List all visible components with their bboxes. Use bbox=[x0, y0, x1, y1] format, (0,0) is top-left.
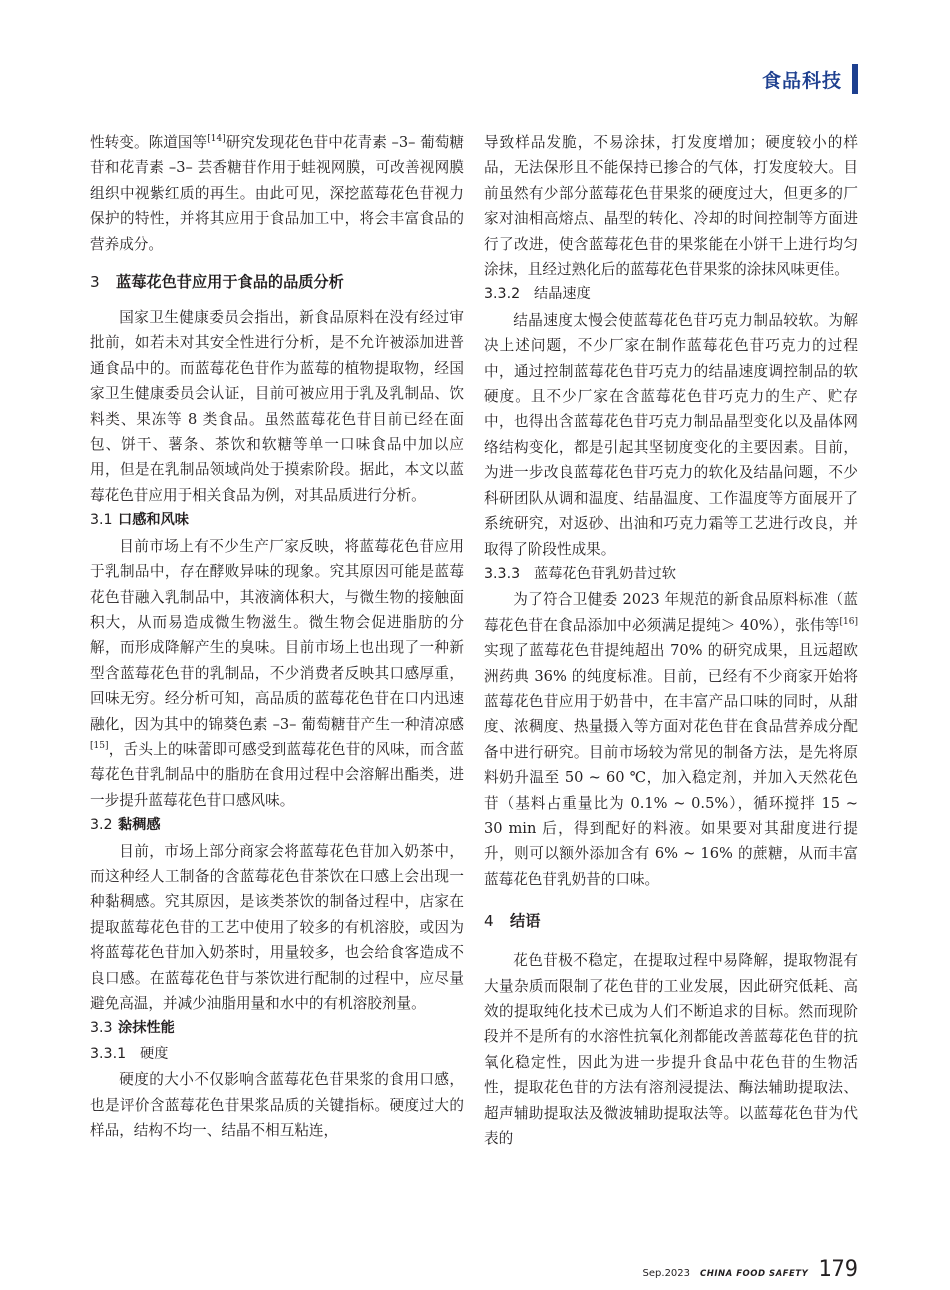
text-run: 实现了蓝莓花色苷提纯超出 70% 的研究成果，且远超欧洲药典 36% 的纯度标准。目前，已经有不少商家开始将蓝莓花色苷应用于奶昔中，在丰富产品口味的同时，从甜度、浓稠度、热量摄入等方面对花色苷在食品营养成分配备中进行研究。目前市场较为常见的制备方法，是先将原料奶升温至 50 ~ 60 ℃，加入稳定剂，并加入天然花色苷（基料占重量比为 0.1% ~ 0.5%），循环搅拌 15 ~ 30 min 后，得到配好的料液。如果要对其甜度进行提升，则可以额外添加含有 6% ~ 16% 的蔗糖，从而丰富蓝莓花色苷乳奶昔的口味。 bbox=[484, 642, 858, 888]
section-accent-bar bbox=[852, 64, 858, 94]
section-title: 蓝莓花色苷应用于食品的品质分析 bbox=[116, 273, 344, 292]
subsection-number: 3.2 bbox=[90, 817, 113, 834]
section-heading bbox=[484, 908, 858, 934]
section-number: 4 bbox=[484, 912, 494, 931]
section-heading bbox=[90, 269, 464, 295]
subsection-heading bbox=[90, 508, 464, 533]
paragraph: 硬度的大小不仅影响含蓝莓花色苷果浆的食用口感，也是评价含蓝莓花色苷果浆品质的关键指标。硬度过大的样品，结构不均一、结晶不相互粘连， bbox=[90, 1071, 464, 1140]
right-column bbox=[484, 130, 858, 1151]
citation: [14] bbox=[207, 134, 226, 145]
subsubsection-number: 3.3.2 bbox=[484, 286, 521, 303]
subsection-heading bbox=[90, 813, 464, 838]
issue-date: Sep.2023 bbox=[642, 1268, 691, 1279]
journal-section-title: 食品科技 bbox=[761, 70, 842, 92]
subsubsection-title: 硬度 bbox=[140, 1045, 169, 1062]
subsection-title: 涂抹性能 bbox=[118, 1020, 175, 1037]
paragraph: 结晶速度太慢会使蓝莓花色苷巧克力制品较软。为解决上述问题，不少厂家在制作蓝莓花色苷巧克力的过程中，通过控制蓝莓花色苷巧克力的结晶速度调控制品的软硬度。且不少厂家在含蓝莓花色苷巧克力的生产、贮存中，也得出含蓝莓花色苷巧克力制品晶型变化以及晶体网络结构变化，都是引起其坚韧度变化的主要因素。目前，为进一步改良蓝莓花色苷巧克力的软化及结晶问题，不少科研团队从调和温度、结晶温度、工作温度等方面展开了系统研究，对返砂、出油和巧克力霜等工艺进行改良，并取得了阶段性成果。 bbox=[484, 311, 858, 558]
subsubsection-number: 3.3.3 bbox=[484, 565, 521, 582]
citation: [16] bbox=[839, 616, 858, 627]
text-run: 为了符合卫健委 2023 年规范的新食品原料标准（蓝莓花色苷在食品添加中必须满足提纯＞ 40%），张伟等 bbox=[484, 591, 858, 634]
page-number: 179 bbox=[818, 1257, 858, 1282]
citation: [15] bbox=[90, 741, 109, 752]
section-number: 3 bbox=[90, 273, 100, 292]
subsection-number: 3.3 bbox=[90, 1020, 113, 1037]
subsubsection-heading bbox=[484, 562, 858, 587]
text-run: 研究发现花色苷中花青素 –3– 葡萄糖苷和花青素 –3– 芸香糖苷作用于蛙视网膜，可改善视网膜组织中视紫红质的再生。由此可见，深挖蓝莓花色苷视力保护的特性，并将其应用于食品加工中，将会丰富食品的营养成分。 bbox=[90, 134, 464, 253]
paragraph bbox=[484, 587, 858, 892]
journal-name: CHINA FOOD SAFETY bbox=[700, 1269, 809, 1279]
text-run: ，舌头上的味蕾即可感受到蓝莓花色苷的风味，而含蓝莓花色苷乳制品中的脂肪在食用过程中会溶解出酯类，进一步提升蓝莓花色苷口感风味。 bbox=[90, 740, 464, 809]
subsubsection-title: 结晶速度 bbox=[534, 286, 591, 303]
paragraph: 导致样品发脆，不易涂抹，打发度增加；硬度较小的样品，无法保形且不能保持已掺合的气体，打发度较大。目前虽然有少部分蓝莓花色苷果浆的硬度过大，但更多的厂家对油相高熔点、晶型的转化、冷却的时间控制等方面进行了改进，使含蓝莓花色苷的果浆能在小饼干上进行均匀涂抹，且经过熟化后的蓝莓花色苷果浆的涂抹风味更佳。 bbox=[484, 134, 858, 279]
paragraph: 国家卫生健康委员会指出，新食品原料在没有经过审批前，如若未对其安全性进行分析，是不允许被添加进普通食品中的。而蓝莓花色苷作为蓝莓的植物提取物，经国家卫生健康委员会认证，目前可被应用于乳及乳制品、饮料类、果冻等 8 类食品。虽然蓝莓花色苷目前已经在面包、饼干、薯条、茶饮和软糖等单一口味食品中加以应用，但是在乳制品领域尚处于摸索阶段。据此，本文以蓝莓花色苷应用于相关食品为例，对其品质进行分析。 bbox=[90, 309, 464, 504]
page-footer bbox=[643, 1257, 858, 1282]
subsection-number: 3.1 bbox=[90, 512, 113, 529]
subsection-title: 黏稠感 bbox=[118, 817, 161, 834]
subsubsection-heading bbox=[90, 1042, 464, 1067]
paragraph bbox=[90, 534, 464, 813]
paragraph: 花色苷极不稳定，在提取过程中易降解，提取物混有大量杂质而限制了花色苷的工业发展，因此研究低耗、高效的提取纯化技术已成为人们不断追求的目标。然而现阶段并不是所有的水溶性抗氧化剂都能改善蓝莓花色苷的抗氧化稳定性，因此为进一步提升食品中花色苷的生物活性，提取花色苷的方法有溶剂浸提法、酶法辅助提取法、超声辅助提取法及微波辅助提取法等。以蓝莓花色苷为代表的 bbox=[484, 952, 858, 1148]
text-run: 性转变。陈道国等 bbox=[90, 134, 208, 151]
subsubsection-heading bbox=[484, 282, 858, 307]
text-run: 目前市场上有不少生产厂家反映，将蓝莓花色苷应用于乳制品中，存在酵败异味的现象。究其原因可能是蓝莓花色苷融入乳制品中，其液滴体积大，与微生物的接触面积大，从而易造成微生物滋生。微生物会促进脂肪的分解，而形成降解产生的臭味。目前市场上也出现了一种新型含蓝莓花色苷的乳制品，不少消费者反映其口感厚重，回味无穷。经分析可知，高品质的蓝莓花色苷在口内迅速融化，因为其中的锦葵色素 –3– 葡萄糖苷产生一种清凉感 bbox=[90, 537, 464, 733]
subsubsection-title: 蓝莓花色苷乳奶昔过软 bbox=[534, 565, 676, 582]
left-column bbox=[90, 130, 464, 1143]
subsection-heading bbox=[90, 1016, 464, 1041]
paragraph: 目前，市场上部分商家会将蓝莓花色苷加入奶茶中，而这种经人工制备的含蓝莓花色苷茶饮在口感上会出现一种黏稠感。究其原因，是该类茶饮的制备过程中，店家在提取蓝莓花色苷的工艺中使用了较多的有机溶胶，或因为将蓝莓花色苷加入奶茶时，用量较多，也会给食客造成不良口感。在蓝莓花色苷与茶饮进行配制的过程中，应尽量避免高温，并减少油脂用量和水中的有机溶胶剂量。 bbox=[90, 842, 464, 1012]
section-title: 结语 bbox=[510, 912, 541, 931]
subsubsection-number: 3.3.1 bbox=[90, 1045, 127, 1062]
subsection-title: 口感和风味 bbox=[118, 512, 189, 529]
paragraph bbox=[90, 130, 464, 257]
